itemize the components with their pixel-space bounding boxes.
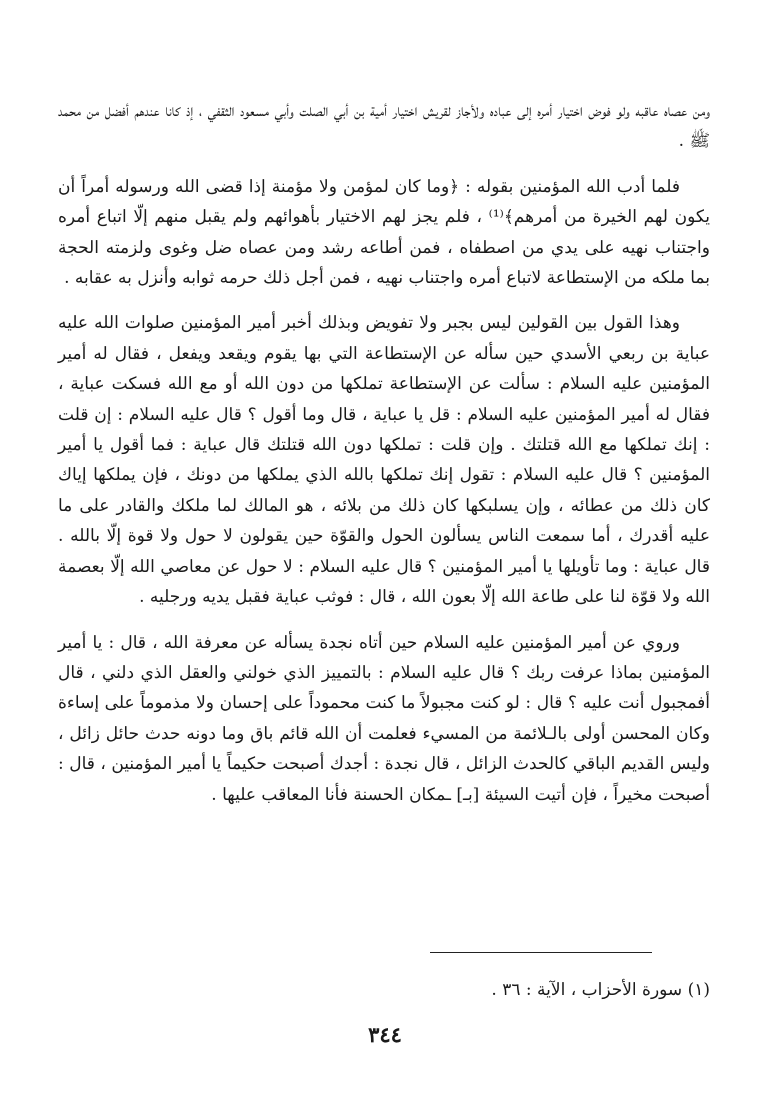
paragraph-1: ومن عصاه عاقبه ولو فوض اختيار أمره إلى عباده ولأجاز لقريش اختيار أمية بن أبي الصلت وأبي مسعود الثقفي ، إذ كانا عندهم أفضل من محمد ﷺ . bbox=[58, 101, 711, 152]
paragraph-2: فلما أدب الله المؤمنين بقوله : ﴿وما كان لمؤمن ولا مؤمنة إذا قضى الله ورسوله أمراً أن يكون لهم الخيرة من أمرهم﴾⁽¹⁾ ، فلم يجز لهم الاختيار بأهوائهم ولم يقبل منهم إلّا اتباع أمره واجتناب نهيه على يدي من اصطفاه ، فمن أطاعه رشد ومن عصاه ضل وغوى ولزمته الحجة بما ملكه من الإستطاعة لاتباع أمره واجتناب نهيه ، فمن أجل ذلك حرمه ثوابه وأنزل به عقابه . bbox=[58, 176, 710, 289]
page-number: ٣٤٤ bbox=[368, 1022, 402, 1047]
footnote: (١) سورة الأحزاب ، الآية : ٣٦ . bbox=[491, 980, 710, 1000]
main-text bbox=[58, 96, 710, 810]
paragraph-3: وهذا القول بين القولين ليس بجبر ولا تفويض وبذلك أخبر أمير المؤمنين صلوات الله عليه عباية بن ربعي الأسدي حين سأله عن الإستطاعة التي بها يقوم ويقعد ويفعل ، فقال له أمير المؤمنين عليه السلام : سألت عن الإستطاعة تملكها من دون الله أو مع الله فسكت عباية ، فقال له أمير المؤمنين عليه السلام : قل يا عباية ، قال وما أقول ؟ قال عليه السلام : إن قلت : إنك تملكها مع الله قتلتك . وإن قلت : تملكها دون الله قتلتك قال عباية : فما أقول يا أمير المؤمنين ؟ قال عليه السلام : تقول إنك تملكها بالله الذي يملكها من دونك ، فإن يملكها إياك كان ذلك من عطائه ، وإن يسلبكها كان ذلك من بلائه ، هو المالك لما ملكك والقادر على ما عليه أقدرك ، أما سمعت الناس يسألون الحول والقوّة حين يقولون لا حول ولا قوة إلّا بالله . قال عباية : وما تأويلها يا أمير المؤمنين ؟ قال عليه السلام : لا حول عن معاصي الله إلّا بعصمة الله ولا قوّة لنا على طاعة الله إلّا بعون الله ، قال : فوثب عباية فقبل يديه ورجليه . bbox=[58, 313, 710, 608]
paragraph-4: وروي عن أمير المؤمنين عليه السلام حين أتاه نجدة يسأله عن معرفة الله ، قال : يا أمير المؤمنين بماذا عرفت ربك ؟ قال عليه السلام : بالتمييز الذي خولني والعقل الذي دلني ، قال أفمجبول أنت عليه ؟ قال : لو كنت مجبولاً ما كنت محموداً على إحسان ولا مذموماً على إساءة وكان المحسن أولى بالـلائمة من المسيء فعلمت أن الله قائم باق وما دونه حدث حائل زائل ، وليس القديم الباقي كالحدث الزائل ، قال نجدة : أجدك أصبحت حكيماً يا أمير المؤمنين ، قال : أصبحت مخيراً ، فإن أتيت السيئة [بـ] ـمكان الحسنة فأنا المعاقب عليها . bbox=[58, 632, 710, 805]
footnote-divider bbox=[430, 952, 652, 953]
